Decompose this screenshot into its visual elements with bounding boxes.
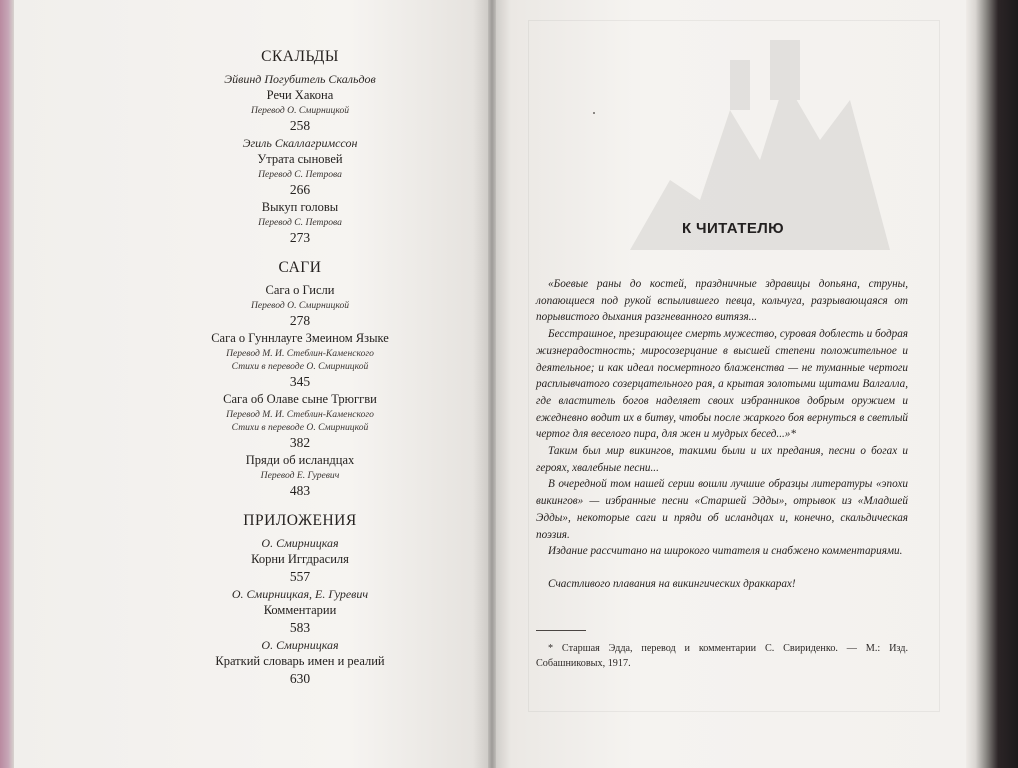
toc-entry-translator: Перевод О. Смирницкой <box>250 300 350 311</box>
toc-entry-author: О. Смирницкая <box>261 638 339 652</box>
preface-body <box>536 276 908 593</box>
toc-entry-translator: Перевод М. И. Стеблин-Каменского <box>226 348 374 359</box>
toc-entry-author: Эйвинд Погубитель Скальдов <box>224 72 376 86</box>
toc-entry <box>120 71 480 135</box>
toc-entry-page: 345 <box>289 374 311 389</box>
preface-paragraph: Издание рассчитано на широкого читателя и снабжено комментариями. <box>548 545 903 558</box>
toc-entry-page: 258 <box>289 118 311 133</box>
toc-entry-title: Сага о Гуннлауге Змеином Языке <box>211 331 389 345</box>
footnote-divider <box>536 630 586 631</box>
toc-entry <box>120 282 480 330</box>
toc-section-heading: СКАЛЬДЫ <box>261 48 339 65</box>
toc-entry-page: 557 <box>289 569 311 584</box>
toc-entry-page: 273 <box>289 230 311 245</box>
toc-entry-title: Пряди об исландцах <box>245 453 355 467</box>
toc-entry-title: Краткий словарь имен и реалий <box>215 654 385 668</box>
toc-entry-title: Выкуп головы <box>261 200 339 214</box>
toc-entry-title: Утрата сыновей <box>257 152 343 166</box>
toc-entry-title: Корни Иггдрасиля <box>251 552 349 566</box>
toc-entry-page: 382 <box>289 435 311 450</box>
toc-entry-page: 483 <box>289 483 311 498</box>
toc-entry <box>120 199 480 247</box>
book-edge-left <box>0 0 14 768</box>
toc-entry-page: 583 <box>289 620 311 635</box>
toc-entry-title: Речи Хакона <box>266 88 334 102</box>
toc-entry-translator: Перевод С. Петрова <box>258 169 342 180</box>
toc-entry-title: Комментарии <box>263 603 337 617</box>
toc-entry-translator: Перевод О. Смирницкой <box>250 105 350 116</box>
toc-entry <box>120 535 480 586</box>
preface-paragraph: В очередной том нашей серии вошли лучшие образцы литературы «эпохи викингов» — избранные песни «Старшей Эдды», отрывок из «Младшей Эдды», некоторые саги и пряди об исландцах и, конечно, скальдическая поэзия. <box>536 478 908 541</box>
toc-entry-translator: Стихи в переводе О. Смирницкой <box>231 361 369 372</box>
preface-paragraph: Бесстрашное, презирающее смерть мужество, суровая доблесть и бодрая жизнерадостность; миросозерцание в высшей степени положительное и деятельное; и как идеал посмертного блаженства — не туманные чертоги расплывчатого созерцательного рая, а крытая золотыми щитами Валгалла, где властитель богов наделяет своих избранников добрым оружием и ежедневно водит их в битву, чтобы после жаркого боя вернуться в светлый чертог для веселого пира, для жен и мудрых бесед...»* <box>536 328 908 441</box>
toc-entry-page: 630 <box>289 671 311 686</box>
toc-section-heading: ПРИЛОЖЕНИЯ <box>243 512 357 529</box>
preface-paragraph: Таким был мир викингов, такими были и их предания, песни о богах и героях, хвалебные песни... <box>536 445 908 474</box>
toc-entry <box>120 586 480 637</box>
book-edge-right <box>966 0 1018 768</box>
toc-entry-translator: Перевод Е. Гуревич <box>260 470 340 481</box>
toc-entry-translator: Стихи в переводе О. Смирницкой <box>231 422 369 433</box>
footnote: * Старшая Эдда, перевод и комментарии С. Свириденко. — М.: Изд. Собашниковых, 1917. <box>536 643 908 669</box>
toc-entry <box>120 452 480 500</box>
book-spine <box>488 0 496 768</box>
toc-entry <box>120 391 480 452</box>
toc-section-heading: САГИ <box>278 259 322 276</box>
toc-entry-author: О. Смирницкая <box>261 536 339 550</box>
toc-entry-page: 278 <box>289 313 311 328</box>
page-speck <box>593 112 595 114</box>
toc-entry-title: Сага об Олаве сыне Трюггви <box>223 392 377 406</box>
table-of-contents <box>120 46 480 688</box>
toc-entry-page: 266 <box>289 182 311 197</box>
toc-entry-author: О. Смирницкая, Е. Гуревич <box>231 587 369 601</box>
toc-entry-translator: Перевод М. И. Стеблин-Каменского <box>226 409 374 420</box>
toc-entry-translator: Перевод С. Петрова <box>258 217 342 228</box>
toc-entry <box>120 135 480 199</box>
toc-entry-author: Эгиль Скаллагримссон <box>242 136 358 150</box>
toc-entry <box>120 330 480 391</box>
toc-entry-title: Сага о Гисли <box>265 283 335 297</box>
preface-paragraph: «Боевые раны до костей, праздничные здравицы допьяна, струны, лопающиеся под рукой вспылившего певца, кольчуга, разрывающаяся от порывистого дыхания разгневанного витязя... <box>536 278 908 324</box>
preface-closing: Счастливого плавания на викингических драккарах! <box>548 577 796 590</box>
toc-entry <box>120 637 480 688</box>
preface-title: К ЧИТАТЕЛЮ <box>681 220 785 237</box>
